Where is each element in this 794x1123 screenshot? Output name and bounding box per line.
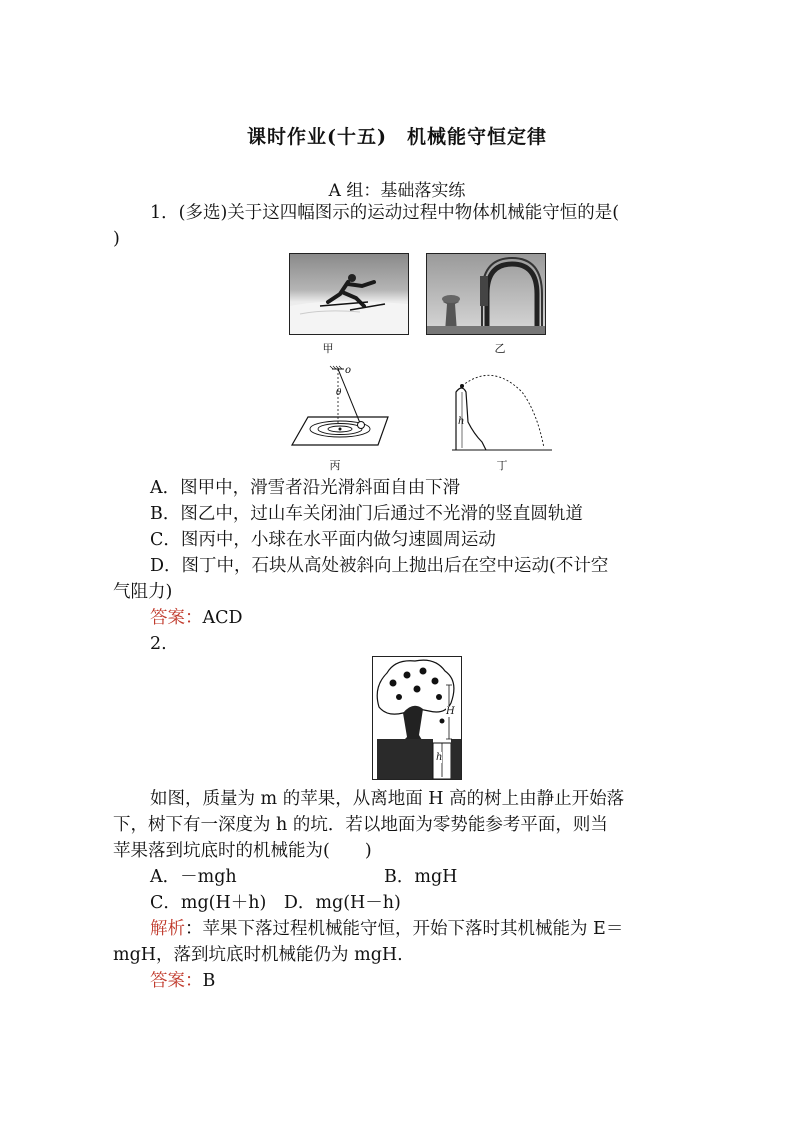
q2-explanation-text: ：苹果下落过程机械能守恒，开始下落时其机械能为 E＝ [185,919,624,939]
q2-option-b: B．mgH [384,867,458,887]
q2-explanation-label: 解析 [150,919,185,939]
q1-stem-line1: 1．(多选)关于这四幅图示的运动过程中物体机械能守恒的是( [150,203,620,223]
page-title: 课时作业(十五) 机械能守恒定律 [247,126,547,148]
figure-skier-photo [289,253,409,335]
caption-jia: 甲 [322,342,334,355]
figure-apple-tree [372,656,462,780]
label-h: h [436,752,443,763]
caption-bing: 丙 [329,459,341,472]
apple-tree-icon [373,657,461,779]
group-heading: A 组：基础落实练 [328,181,466,201]
figure-conical-pendulum [288,365,398,450]
q1-option-c: C．图丙中，小球在水平面内做匀速圆周运动 [150,530,496,550]
q1-answer-label: 答案： [150,608,203,628]
caption-yi: 乙 [494,342,506,355]
figure-rollercoaster-photo [426,253,546,335]
label-o: o [345,365,352,376]
q1-answer [150,605,243,631]
q2-stem-line1: 如图，质量为 m 的苹果，从离地面 H 高的树上由静止开始落 [150,789,625,809]
caption-ding: 丁 [496,459,508,472]
q2-explanation-line1 [150,916,623,942]
label-h-small: h [458,416,465,427]
figure-projectile [452,372,552,452]
q1-answer-value: ACD [202,608,243,628]
rollercoaster-icon [427,254,545,334]
q1-option-d-line1: D．图丁中，石块从高处被斜向上抛出后在空中运动(不计空 [150,556,609,576]
q1-option-b: B．图乙中，过山车关闭油门后通过不光滑的竖直圆轨道 [150,504,583,524]
q2-answer-value: B [202,971,216,991]
q2-answer-label: 答案： [150,971,203,991]
q2-stem-line3: 苹果落到坑底时的机械能为( ) [113,841,372,861]
q2-stem-line2: 下，树下有一深度为 h 的坑．若以地面为零势能参考平面，则当 [113,815,608,835]
skier-icon [290,254,408,334]
label-H: H [446,706,455,717]
q2-number: 2. [150,634,167,654]
q1-stem-line2: ) [113,229,120,249]
label-theta: θ [336,388,342,398]
q2-option-cd: C．mg(H＋h) D．mg(H－h) [150,893,401,913]
q2-explanation-line2: mgH，落到坑底时机械能仍为 mgH. [113,945,403,965]
q2-answer [150,968,215,994]
q1-option-a: A．图甲中，滑雪者沿光滑斜面自由下滑 [150,478,461,498]
q2-option-a: A．－mgh [150,867,237,887]
q1-option-d-line2: 气阻力) [113,582,173,602]
